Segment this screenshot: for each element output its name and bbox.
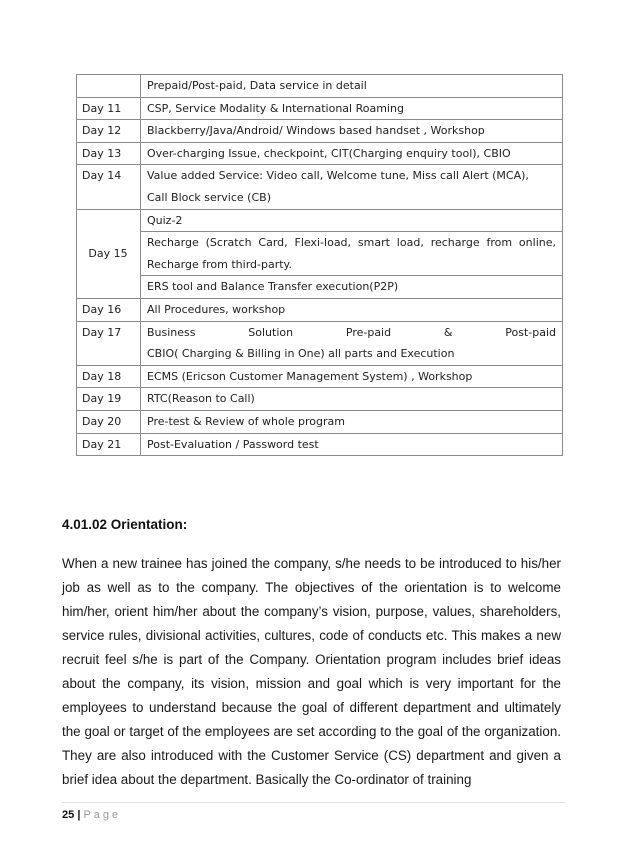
table-row [77,298,563,321]
table-row [77,232,563,276]
topic-cell: ERS tool and Balance Transfer execution(P2P) [141,276,563,299]
day-cell: Day 20 [77,410,141,433]
topic-cell: CSP, Service Modality & International Roaming [141,97,563,120]
topic-cell: Over-charging Issue, checkpoint, CIT(Charging enquiry tool), CBIO [141,142,563,165]
table-row [77,388,563,411]
body-paragraph: When a new trainee has joined the company, s/he needs to be introduced to his/her job as well as to the company. The objectives of the orientation is to welcome him/her, orient him/her about the company’s vision, purpose, values, shareholders, service rules, divisional activities, cultures, code of conducts etc. This makes a new recruit feel s/he is part of the Company. Orientation program includes brief ideas about the company, its vision, mission and goal which is very important for the employees to understand because the goal of different department and ultimately the goal or target of the employees are set according to the goal of the organization. They are also introduced with the Customer Service (CS) department and given a brief idea about the department. Basically the Co-ordinator of training [62,556,561,788]
day-cell: Day 11 [77,97,141,120]
topic-cell: RTC(Reason to Call) [141,388,563,411]
table-row [77,97,563,120]
topic-line: Call Block service (CB) [147,190,271,204]
table-row [77,165,563,209]
table-row [77,120,563,143]
topic-cell: ECMS (Ericson Customer Management System) , Workshop [141,365,563,388]
topic-line: Business Solution Pre-paid & Post-paid [147,325,556,339]
day-cell: Day 17 [77,321,141,365]
topic-cell: Blackberry/Java/Android/ Windows based handset , Workshop [141,120,563,143]
footer-separator: | [77,809,81,822]
day-cell: Day 16 [77,298,141,321]
page-label: Page [83,809,122,822]
day-cell: Day 12 [77,120,141,143]
table-row [77,209,563,232]
table-row [77,142,563,165]
page-number: 25 [62,809,75,822]
day-cell: Day 13 [77,142,141,165]
day-cell: Day 15 [77,209,141,298]
table-row [77,321,563,365]
table-row [77,276,563,299]
footer-divider [62,802,565,803]
day-cell: Day 19 [77,388,141,411]
training-schedule-table [76,74,563,456]
day-cell: Day 21 [77,433,141,456]
day-cell: Day 14 [77,165,141,209]
table-row [77,410,563,433]
topic-line: CBIO( Charging & Billing in One) all parts and Execution [147,347,455,361]
topic-cell [141,321,563,365]
topic-cell: Prepaid/Post-paid, Data service in detail [141,75,563,98]
topic-cell: Recharge (Scratch Card, Flexi-load, smart load, recharge from online, Recharge from third-party. [141,232,563,276]
topic-cell [141,165,563,209]
table-row [77,75,563,98]
table-row [77,365,563,388]
page-footer [62,808,638,822]
topic-cell: Pre-test & Review of whole program [141,410,563,433]
topic-cell: Post-Evaluation / Password test [141,433,563,456]
topic-cell: Quiz-2 [141,209,563,232]
topic-cell: All Procedures, workshop [141,298,563,321]
table-row [77,433,563,456]
topic-line: Value added Service: Video call, Welcome tune, Miss call Alert (MCA), [147,169,529,183]
day-cell: Day 18 [77,365,141,388]
day-cell [77,75,141,98]
section-heading: 4.01.02 Orientation: [62,517,188,533]
